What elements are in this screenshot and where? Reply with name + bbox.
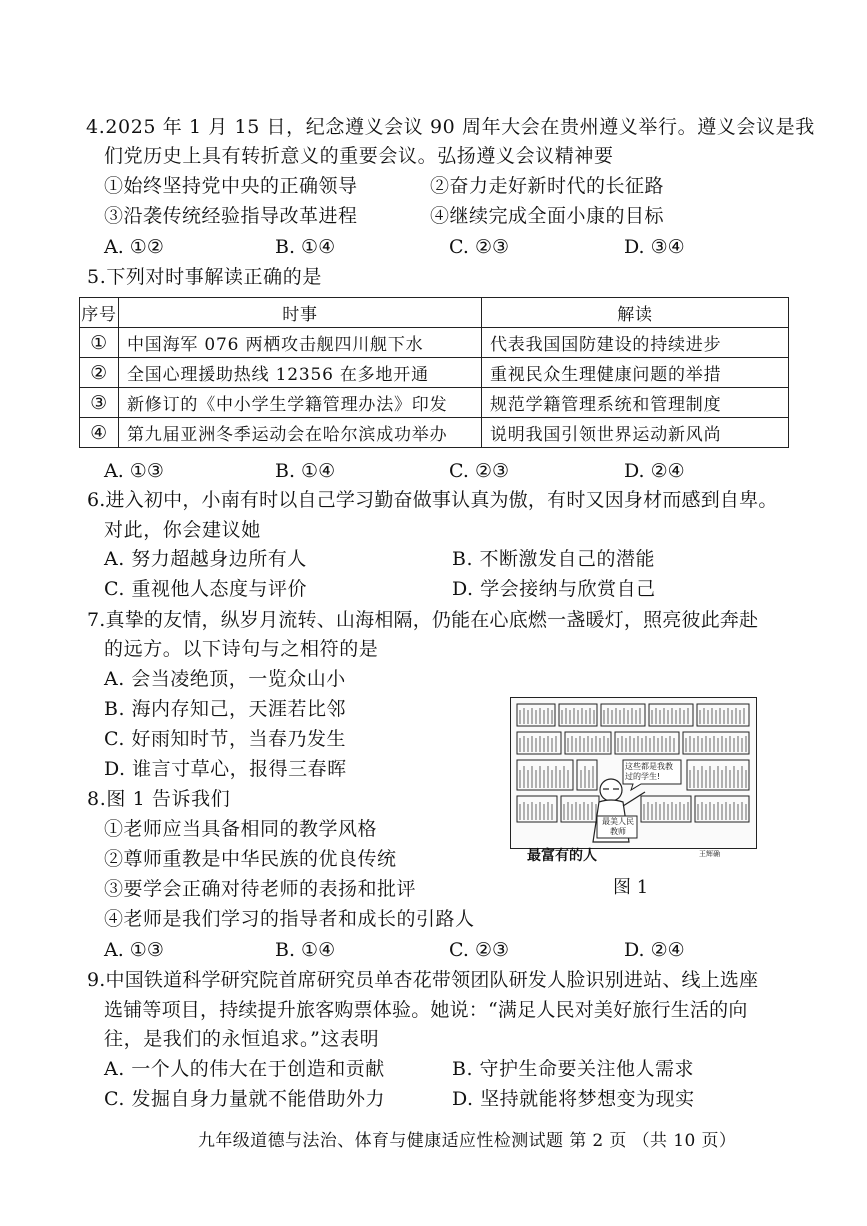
q8-answer-a: A. ①③	[104, 939, 164, 961]
q5-answer-b: B. ①④	[275, 460, 336, 482]
q8-stem: 8.图 1 告诉我们	[87, 788, 231, 810]
q5-answer-a: A. ①③	[104, 460, 164, 482]
q4-answer-c: C. ②③	[449, 236, 510, 258]
figure-label: 图 1	[613, 877, 649, 898]
teacher-sign-text: 最美人民教师	[602, 817, 634, 836]
q7-option-b: B. 海内存知己，天涯若比邻	[104, 698, 347, 720]
table-cell-event: 中国海军 076 两栖攻击舰四川舰下水	[119, 328, 482, 358]
q7-stem-line1: 7.真挚的友情，纵岁月流转、山海相隔，仍能在心底燃一盏暖灯，照亮彼此奔赴	[87, 609, 759, 631]
q6-option-b: B. 不断激发自己的潜能	[452, 548, 656, 570]
table-row	[80, 418, 789, 448]
table-cell-reading: 代表我国国防建设的持续进步	[482, 328, 789, 358]
table-header-num: 序号	[80, 298, 119, 328]
q4-answer-b: B. ①④	[275, 236, 336, 258]
page-footer: 九年级道德与法治、体育与健康适应性检测试题 第 2 页 （共 10 页）	[198, 1131, 737, 1151]
q9-option-b: B. 守护生命要关注他人需求	[452, 1058, 695, 1080]
q6-option-d: D. 学会接纳与欣赏自己	[452, 578, 656, 600]
q4-answer-a: A. ①②	[104, 236, 164, 258]
table-cell-num: ②	[80, 358, 119, 388]
table-cell-event: 全国心理援助热线 12356 在多地开通	[119, 358, 482, 388]
q9-stem-line3: 往，是我们的永恒追求。”这表明	[104, 1028, 380, 1050]
table-row	[80, 388, 789, 418]
table-header-row	[80, 298, 789, 328]
figure-caption: 最富有的人	[527, 848, 597, 864]
q7-stem-line2: 的远方。以下诗句与之相符的是	[104, 638, 379, 660]
table-cell-num: ③	[80, 388, 119, 418]
table-header-reading: 解读	[482, 298, 789, 328]
q6-option-a: A. 努力超越身边所有人	[104, 548, 307, 570]
table-cell-num: ④	[80, 418, 119, 448]
cartoon-figure	[510, 697, 757, 849]
q9-option-d: D. 坚持就能将梦想变为现实	[452, 1088, 695, 1110]
q8-item-2: ②尊师重教是中华民族的优良传统	[104, 848, 397, 870]
q4-item-3: ③沿袭传统经验指导改革进程	[104, 205, 358, 227]
table-cell-event: 新修订的《中小学生学籍管理办法》印发	[119, 388, 482, 418]
q5-table	[79, 297, 789, 448]
q7-option-d: D. 谁言寸草心，报得三春晖	[104, 758, 347, 780]
q7-option-a: A. 会当凌绝顶，一览众山小	[104, 668, 346, 690]
q8-answer-c: C. ②③	[449, 939, 510, 961]
q4-stem-line1: 4.2025 年 1 月 15 日，纪念遵义会议 90 周年大会在贵州遵义举行。遵义会议是我	[86, 116, 815, 138]
q4-answer-d: D. ③④	[624, 236, 685, 258]
q8-item-3: ③要学会正确对待老师的表扬和批评	[104, 878, 417, 900]
q5-answer-c: C. ②③	[449, 460, 510, 482]
table-row	[80, 328, 789, 358]
q4-item-1: ①始终坚持党中央的正确领导	[104, 175, 358, 197]
q4-stem-line2: 们党历史上具有转折意义的重要会议。弘扬遵义会议精神要	[104, 145, 614, 167]
table-header-event: 时事	[119, 298, 482, 328]
q9-option-a: A. 一个人的伟大在于创造和贡献	[104, 1058, 385, 1080]
table-cell-reading: 说明我国引领世界运动新风尚	[482, 418, 789, 448]
q9-option-c: C. 发掘自身力量就不能借助外力	[104, 1088, 385, 1110]
table-row	[80, 358, 789, 388]
table-cell-reading: 规范学籍管理系统和管理制度	[482, 388, 789, 418]
q6-stem-line1: 6.进入初中，小南有时以自己学习勤奋做事认真为傲，有时又因身材而感到自卑。	[87, 489, 778, 511]
figure-author: 王辉确	[699, 850, 720, 858]
q8-item-4: ④老师是我们学习的指导者和成长的引路人	[104, 908, 475, 930]
speech-bubble-text: 这些都是我教过的学生!	[625, 762, 673, 781]
q9-stem-line1: 9.中国铁道科学研究院首席研究员单杏花带领团队研发人脸识别进站、线上选座	[87, 969, 759, 991]
q9-stem-line2: 选铺等项目，持续提升旅客购票体验。她说：“满足人民对美好旅行生活的向	[104, 999, 748, 1021]
q5-answer-d: D. ②④	[624, 460, 685, 482]
table-cell-event: 第九届亚洲冬季运动会在哈尔滨成功举办	[119, 418, 482, 448]
q4-item-4: ④继续完成全面小康的目标	[430, 205, 665, 227]
q8-answer-d: D. ②④	[624, 939, 685, 961]
q6-option-c: C. 重视他人态度与评价	[104, 578, 307, 600]
table-cell-reading: 重视民众生理健康问题的举措	[482, 358, 789, 388]
q7-option-c: C. 好雨知时节，当春乃发生	[104, 728, 346, 750]
q5-stem: 5.下列对时事解读正确的是	[87, 266, 322, 288]
q8-answer-b: B. ①④	[275, 939, 336, 961]
q6-stem-line2: 对此，你会建议她	[104, 519, 261, 541]
q8-item-1: ①老师应当具备相同的教学风格	[104, 818, 378, 840]
table-cell-num: ①	[80, 328, 119, 358]
q4-item-2: ②奋力走好新时代的长征路	[430, 175, 665, 197]
